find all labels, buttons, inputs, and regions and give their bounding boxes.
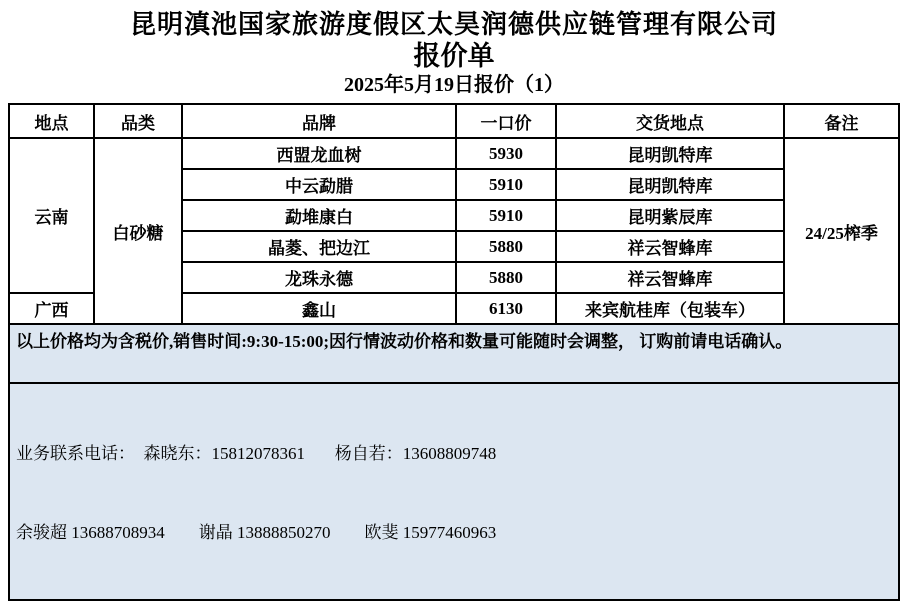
col-header-remark: 备注 xyxy=(784,104,899,138)
price-cell: 5910 xyxy=(456,200,556,231)
table-header-row xyxy=(9,104,899,138)
brand-cell: 晶菱、把边江 xyxy=(182,231,456,262)
col-header-price: 一口价 xyxy=(456,104,556,138)
contact-cell xyxy=(9,383,899,600)
col-header-category: 品类 xyxy=(94,104,182,138)
brand-cell: 龙珠永德 xyxy=(182,262,456,293)
contact-line-1: 业务联系电话： 森晓东：15812078361 杨自若：13608809748 xyxy=(16,443,497,463)
title-block xyxy=(0,0,908,98)
col-header-delivery: 交货地点 xyxy=(556,104,784,138)
price-table xyxy=(8,103,900,601)
delivery-cell: 祥云智蜂库 xyxy=(556,262,784,293)
contact-row xyxy=(9,383,899,600)
brand-cell: 鑫山 xyxy=(182,293,456,324)
brand-cell: 中云勐腊 xyxy=(182,169,456,200)
brand-cell: 勐堆康白 xyxy=(182,200,456,231)
remark-cell: 24/25榨季 xyxy=(784,138,899,324)
doc-title: 报价单 xyxy=(413,41,495,71)
delivery-cell: 来宾航桂库（包装车） xyxy=(556,293,784,324)
delivery-cell: 昆明凯特库 xyxy=(556,138,784,169)
disclaimer-text: 以上价格均为含税价,销售时间:9:30-15:00;因行情波动价格和数量可能随时会调整， 订购前请电话确认。 xyxy=(9,324,899,383)
company-title: 昆明滇池国家旅游度假区太昊润德供应链管理有限公司 xyxy=(129,10,778,39)
col-header-location: 地点 xyxy=(9,104,94,138)
delivery-cell: 祥云智蜂库 xyxy=(556,231,784,262)
col-header-brand: 品牌 xyxy=(182,104,456,138)
table-row xyxy=(9,138,899,169)
region-cell-guangxi: 广西 xyxy=(9,293,94,324)
disclaimer-row xyxy=(9,324,899,383)
price-cell: 5880 xyxy=(456,231,556,262)
brand-cell: 西盟龙血树 xyxy=(182,138,456,169)
price-cell: 5910 xyxy=(456,169,556,200)
delivery-cell: 昆明凯特库 xyxy=(556,169,784,200)
price-cell: 6130 xyxy=(456,293,556,324)
region-cell-yunnan: 云南 xyxy=(9,138,94,293)
contact-line-2: 余骏超 13688708934 谢晶 13888850270 欧斐 15977460963 xyxy=(16,522,497,542)
delivery-cell: 昆明紫辰库 xyxy=(556,200,784,231)
price-cell: 5930 xyxy=(456,138,556,169)
date-line: 2025年5月19日报价（1） xyxy=(344,74,564,96)
category-cell: 白砂糖 xyxy=(94,138,182,324)
price-cell: 5880 xyxy=(456,262,556,293)
